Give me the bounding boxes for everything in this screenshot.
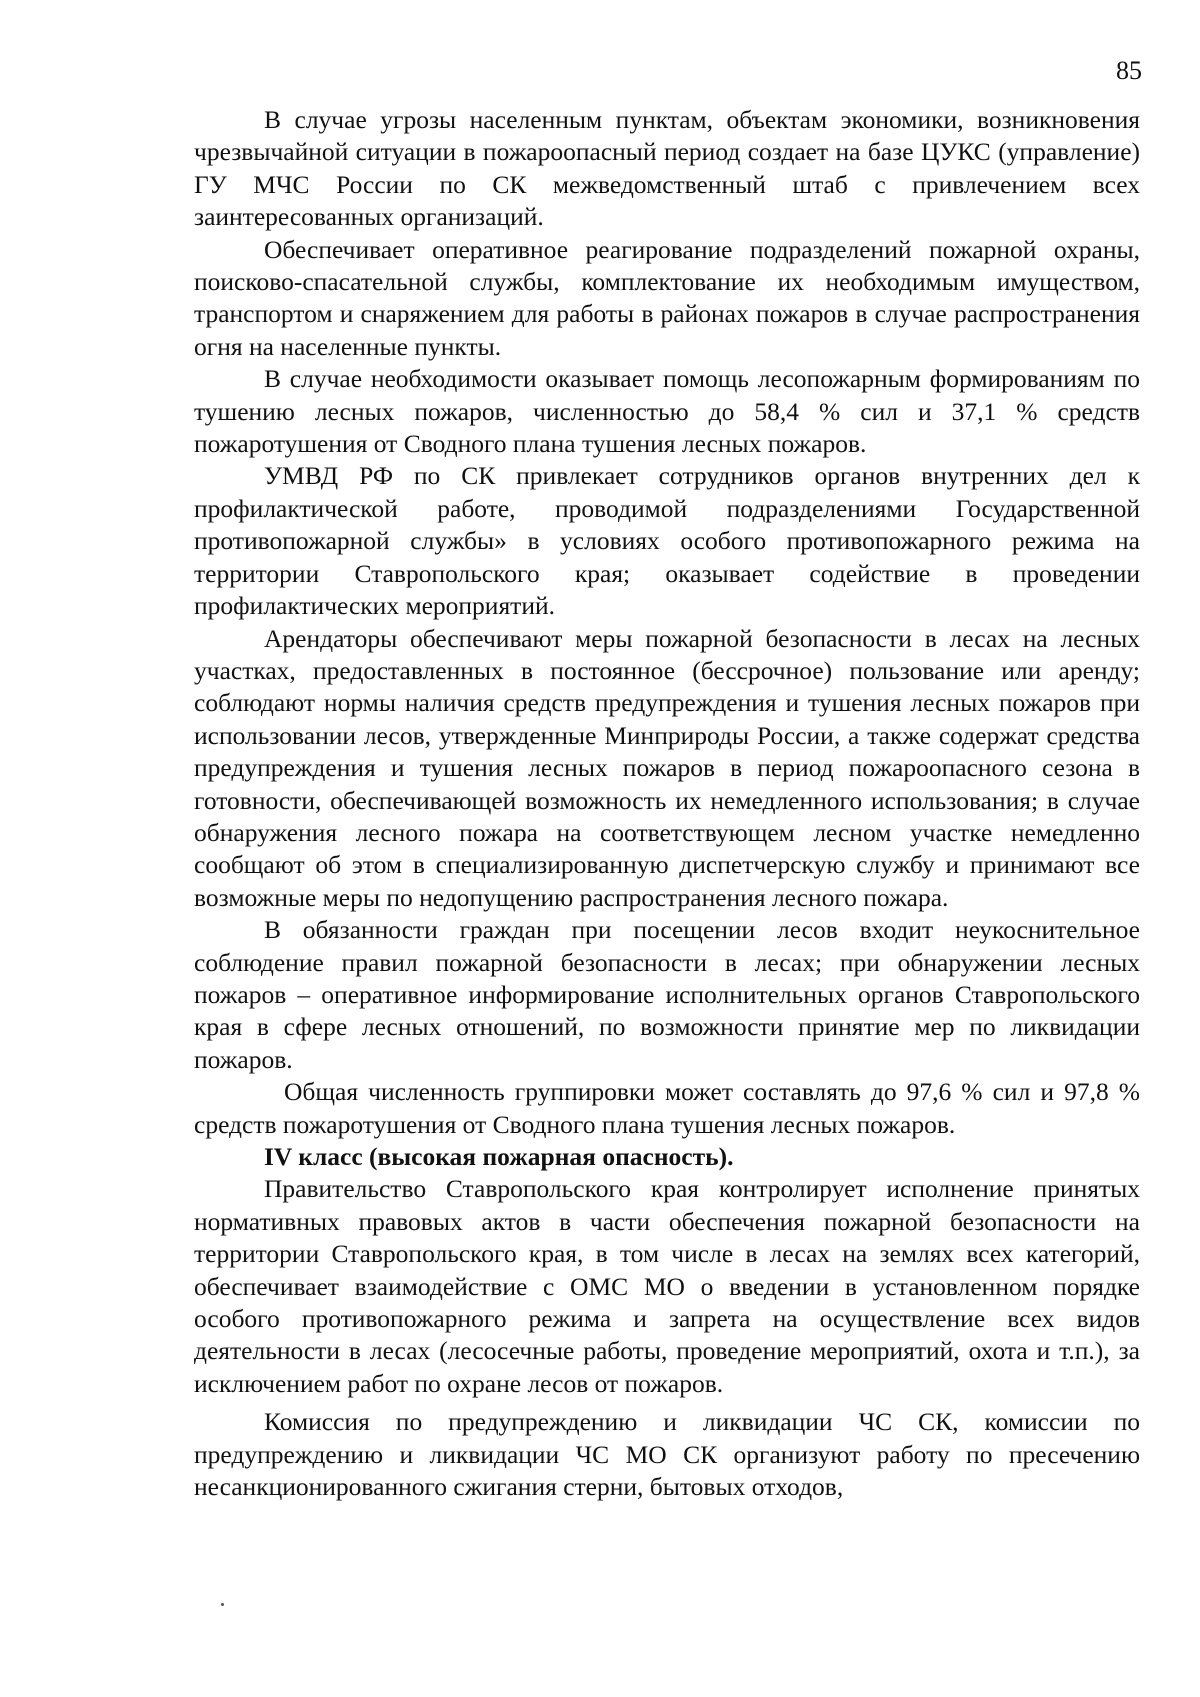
paragraph-emergency-headquarters: В случае угрозы населенным пунктам, объектам экономики, возникновения чрезвычайной ситуации в пожароопасный период создает на базе ЦУКС (управление) ГУ МЧС России по СК межведомственный штаб с привлечением всех заинтересованных организаций.: [194, 105, 1140, 232]
paragraph-commission-work: Комиссия по предупреждению и ликвидации ЧС СК, комиссии по предупреждению и ликвидации ЧС МО СК организуют работу по пресечению несанкционированного сжигания стерни, бытовых отходов,: [194, 1407, 1140, 1502]
paragraph-citizens-duties: В обязанности граждан при посещении лесов входит неукоснительное соблюдение правил пожарной безопасности в лесах; при обнаружении лесных пожаров – оперативное информирование исполнительных органов Ставропольского края в сфере лесных отношений, по возможности принятие мер по ликвидации пожаров.: [194, 915, 1140, 1074]
paragraph-tenants-duties: Арендаторы обеспечивают меры пожарной безопасности в лесах на лесных участках, предоставленных в постоянное (бессрочное) пользование или аренду; соблюдают нормы наличия средств предупреждения и тушения лесных пожаров при использовании лесов, утвержденные Минприроды России, а также содержат средства предупреждения и тушения лесных пожаров в период пожароопасного сезона в готовности, обеспечивающей возможность их немедленного использования; в случае обнаружения лесного пожара на соответствующем лесном участке немедленно сообщают об этом в специализированную диспетчерскую службу и принимают все возможные меры по недопущению распространения лесного пожара.: [194, 623, 1140, 912]
section-heading-class-iv: IV класс (высокая пожарная опасность).: [264, 1142, 734, 1171]
paragraph-police-involvement: УМВД РФ по СК привлекает сотрудников органов внутренних дел к профилактической работе, проводимой подразделениями Государственной противопожарной службы» в условиях особого противопожарного режима на территории Ставропольского края; оказывает содействие в проведении профилактических мероприятий.: [194, 461, 1140, 621]
paragraph-assistance-forces: В случае необходимости оказывает помощь лесопожарным формированиям по тушению лесных пожаров, численностью до 58,4 % сил и 37,1 % средств пожаротушения от Сводного плана тушения лесных пожаров.: [194, 364, 1140, 459]
document-body: [194, 104, 1140, 1503]
paragraph-total-forces: Общая численность группировки может составлять до 97,6 % сил и 97,8 % средств пожаротушения от Сводного плана тушения лесных пожаров.: [194, 1077, 1140, 1139]
paragraph-operational-response: Обеспечивает оперативное реагирование подразделений пожарной охраны, поисково-спасательной службы, комплектование их необходимым имуществом, транспортом и снаряжением для работы в районах пожаров в случае распространения огня на населенные пункты.: [194, 234, 1140, 361]
paragraph-government-control: Правительство Ставропольского края контролирует исполнение принятых нормативных правовых актов в части обеспечения пожарной безопасности на территории Ставропольского края, в том числе в лесах на землях всех категорий, обеспечивает взаимодействие с ОМС МО о введении в установленном порядке особого противопожарного режима и запрета на осуществление всех видов деятельности в лесах (лесосечные работы, проведение мероприятий, охота и т.п.), за исключением работ по охране лесов от пожаров.: [194, 1174, 1140, 1398]
scan-speck: [221, 1603, 224, 1606]
page-number: 85: [1116, 56, 1142, 85]
